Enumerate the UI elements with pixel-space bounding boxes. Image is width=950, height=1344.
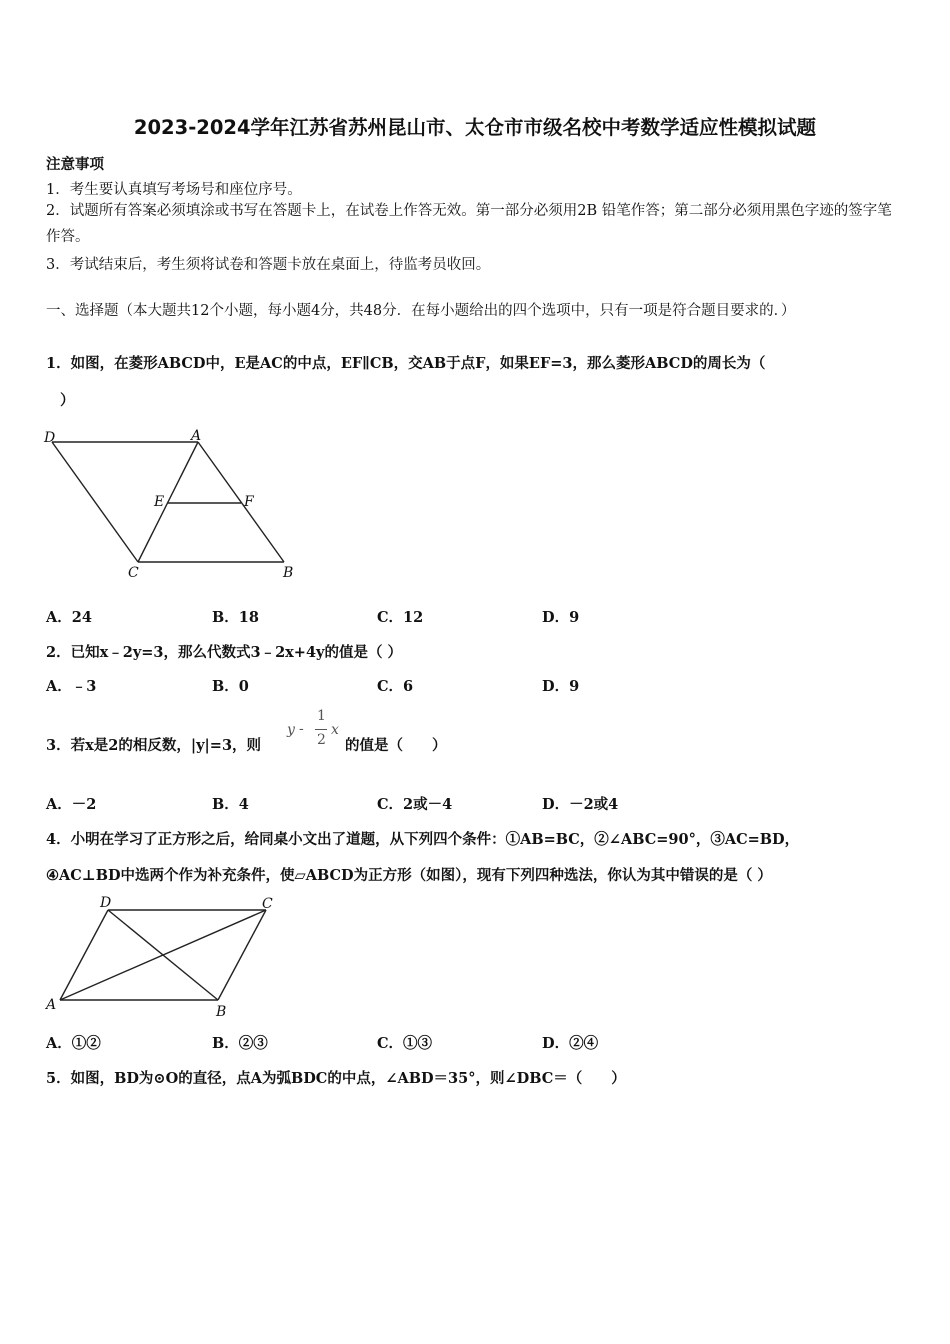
- label-c: C: [128, 565, 139, 581]
- page-title: 2023-2024学年江苏省苏州昆山市、太仓市市级名校中考数学适应性模拟试题: [133, 116, 817, 139]
- question-1-stem: 1．如图，在菱形ABCD中，E是AC的中点，EF∥CB，交AB于点F，如果EF=3，那么菱形ABCD的周长为（: [46, 355, 766, 372]
- option-a[interactable]: A．①②: [46, 1035, 101, 1052]
- question-1-options: [46, 606, 906, 626]
- option-a[interactable]: A．﹣3: [46, 678, 97, 695]
- question-2-options: [46, 675, 906, 695]
- notice-item-1: 1．考生要认真填写考场号和座位序号。: [46, 182, 302, 198]
- option-b[interactable]: B．0: [212, 678, 249, 695]
- label-a: A: [191, 428, 202, 444]
- option-d[interactable]: D．9: [542, 678, 580, 695]
- notice-item-3: 3．考试结束后，考生须将试卷和答题卡放在桌面上，待监考员收回。: [46, 257, 491, 273]
- option-d[interactable]: D．②④: [542, 1035, 599, 1052]
- option-d[interactable]: D．－2或4: [542, 796, 619, 813]
- option-c[interactable]: C．6: [377, 678, 414, 695]
- question-5-stem: 5．如图，BD为⊙O的直径，点A为弧BDC的中点，∠ABD＝35°，则∠DBC＝（ ）: [46, 1070, 626, 1087]
- option-c[interactable]: C．12: [377, 609, 424, 626]
- label-a: A: [46, 997, 57, 1013]
- question-4-line-2: ④AC⊥BD中选两个作为补充条件，使▱ABCD为正方形（如图），现有下列四种选法，你认为其中错误的是（ ）: [46, 867, 772, 884]
- option-c[interactable]: C．①③: [377, 1035, 433, 1052]
- option-b[interactable]: B．18: [212, 609, 259, 626]
- option-a[interactable]: A．－2: [46, 796, 97, 813]
- formula: y - 1 2 x: [287, 708, 339, 748]
- question-1-stem-end: ）: [60, 392, 75, 409]
- label-b: B: [216, 1004, 227, 1020]
- label-d: D: [44, 430, 56, 446]
- rhombus-figure: [40, 426, 300, 584]
- label-b: B: [283, 565, 294, 581]
- label-f: F: [244, 494, 254, 510]
- label-d: D: [100, 895, 112, 911]
- option-b[interactable]: B．②③: [212, 1035, 268, 1052]
- option-c[interactable]: C．2或－4: [377, 796, 453, 813]
- option-d[interactable]: D．9: [542, 609, 580, 626]
- label-c: C: [262, 896, 273, 912]
- option-a[interactable]: A．24: [46, 609, 92, 626]
- question-3-options: [46, 793, 906, 813]
- question-2-stem: 2．已知x﹣2y=3，那么代数式3﹣2x+4y的值是（ ）: [46, 644, 403, 661]
- question-3-stem: 3．若x是2的相反数，|y|=3，则: [46, 737, 262, 754]
- section-heading: 一、选择题（本大题共12个小题，每小题4分，共48分．在每小题给出的四个选项中，只有一项是符合题目要求的．）: [46, 303, 796, 319]
- parallelogram-figure: [40, 892, 290, 1022]
- option-b[interactable]: B．4: [212, 796, 249, 813]
- question-3-stem-end: 的值是（ ）: [345, 737, 447, 754]
- notice-heading: 注意事项: [46, 156, 104, 173]
- question-4-line-1: 4．小明在学习了正方形之后，给同桌小文出了道题，从下列四个条件：①AB=BC，②∠ABC=90°，③AC=BD，: [46, 831, 800, 848]
- label-e: E: [154, 494, 165, 510]
- question-4-options: [46, 1032, 906, 1052]
- notice-item-2: 2．试题所有答案必须填涂或书写在答题卡上，在试卷上作答无效。第一部分必须用2B 铅笔作答；第二部分必须用黑色字迹的签字笔作答。: [46, 203, 892, 245]
